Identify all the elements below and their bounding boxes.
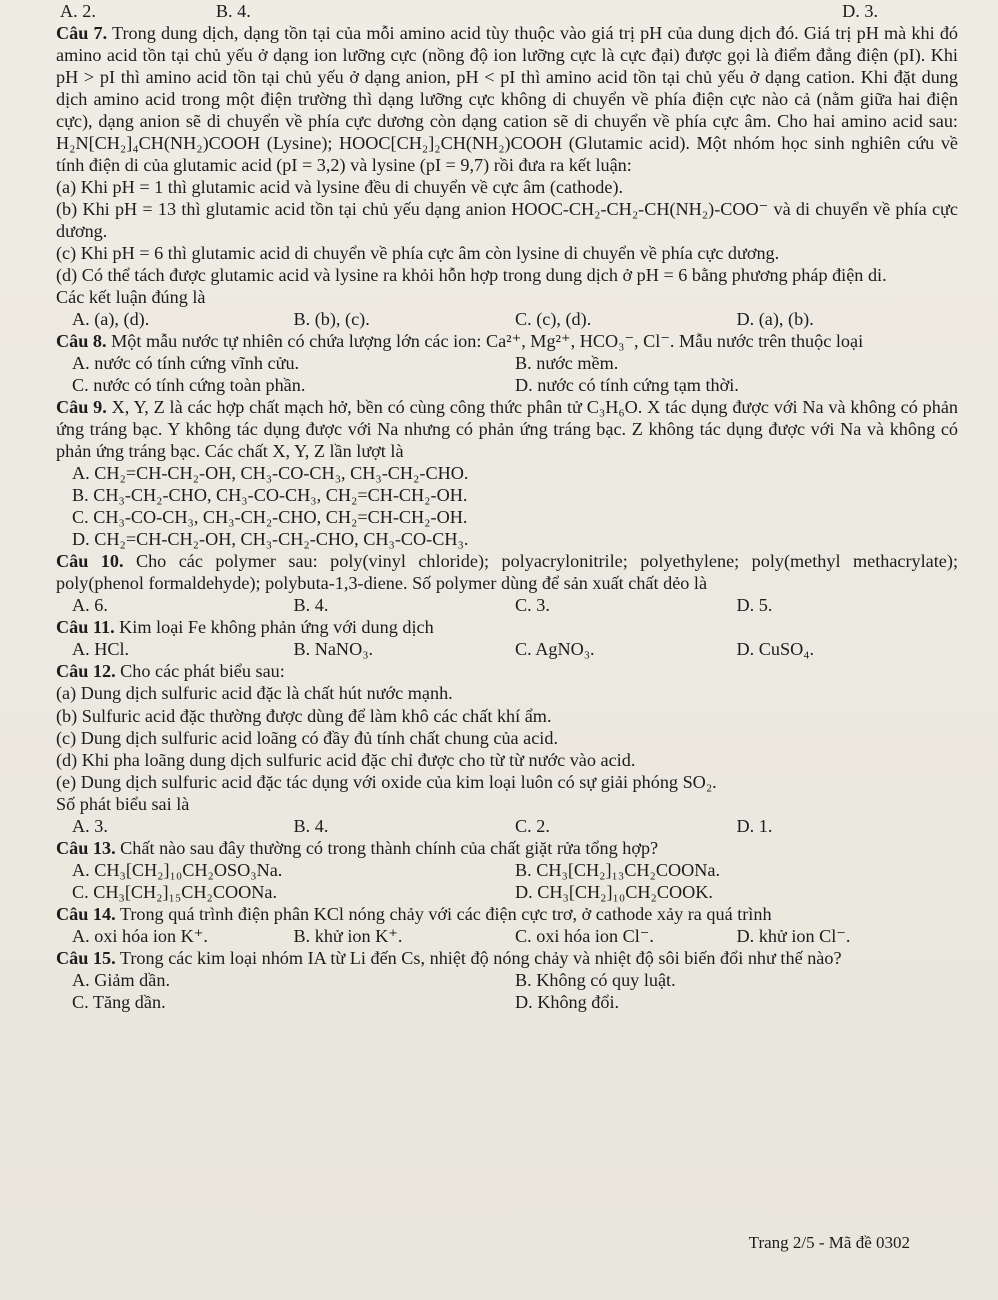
q11-option-b[interactable]: B. NaNO₃.: [293, 639, 374, 660]
q12-ask: Số phát biểu sai là: [56, 793, 190, 814]
q11-options: [56, 638, 958, 660]
q8-options: [56, 352, 958, 396]
q7-statement-c: (c) Khi pH = 6 thì glutamic acid di chuyển về phía cực âm còn lysine di chuyển về phía cực dương.: [56, 243, 780, 264]
question-8: [56, 330, 958, 352]
q10-option-d[interactable]: D. 5.: [736, 595, 773, 616]
question-9: [56, 396, 958, 462]
question-8-label: Câu 8.: [56, 331, 107, 352]
q7-option-b[interactable]: B. (b), (c).: [293, 309, 370, 330]
question-8-text: Một mẫu nước tự nhiên có chứa lượng lớn các ion: Ca²⁺, Mg²⁺, HCO₃⁻, Cl⁻. Mẫu nước trên thuộc loại: [111, 331, 864, 352]
question-7-text: Trong dung dịch, dạng tồn tại của mỗi amino acid tùy thuộc vào giá trị pH của dung dịch đó. Giá trị pH mà khi đó amino acid tồn tại chủ yếu ở dạng ion lưỡng cực (nồng độ ion lưỡng cực là cực đại) được gọi là điểm đẳng điện (pI). Khi pH > pI thì amino acid tồn tại chủ yếu ở dạng anion, pH < pI thì amino acid tồn tại chủ yếu ở dạng cation. Khi đặt dung dịch amino acid trong một điện trường thì dạng lưỡng cực không di chuyển về phía điện cực nào cả (nằm giữa hai điện cực), dạng anion sẽ di chuyển về phía cực dương còn dạng cation sẽ di chuyển về phía cực âm. Cho hai amino acid sau: H₂N[CH₂]₄CH(NH₂)COOH (Lysine); HOOC[CH₂]₂CH(NH₂)COOH (Glutamic acid). Một nhóm học sinh nghiên cứu về tính điện di của glutamic acid (pI = 3,2) và lysine (pI = 9,7) rồi đưa ra kết luận:: [56, 23, 959, 176]
q13-option-d[interactable]: D. CH₃[CH₂]₁₀CH₂COOK.: [515, 881, 713, 902]
question-12-text: Cho các phát biểu sau:: [120, 661, 285, 682]
q9-option-a[interactable]: A. CH₂=CH-CH₂-OH, CH₃-CO-CH₃, CH₃-CH₂-CHO.: [72, 463, 469, 484]
q7-option-d[interactable]: D. (a), (b).: [736, 309, 814, 330]
q11-option-c[interactable]: C. AgNO₃.: [515, 639, 595, 660]
q11-option-a[interactable]: A. HCl.: [72, 639, 130, 660]
q8-option-c[interactable]: C. nước có tính cứng toàn phần.: [72, 375, 306, 396]
question-13: [56, 837, 958, 859]
question-12: [56, 660, 958, 682]
q13-options: [56, 859, 958, 903]
q9-option-b[interactable]: B. CH₃-CH₂-CHO, CH₃-CO-CH₃, CH₂=CH-CH₂-OH.: [72, 485, 468, 506]
q8-option-b[interactable]: B. nước mềm.: [515, 353, 619, 374]
question-10-label: Câu 10.: [56, 551, 124, 572]
q12-option-b[interactable]: B. 4.: [293, 815, 329, 836]
q6-option-b: B. 4.: [215, 1, 251, 21]
q13-option-c[interactable]: C. CH₃[CH₂]₁₅CH₂COONa.: [72, 881, 277, 902]
question-9-text: X, Y, Z là các hợp chất mạch hở, bền có cùng công thức phân tử C₃H₆O. X tác dụng được với Na và không có phản ứng tráng bạc. Y không tác dụng được với Na nhưng có phản ứng tráng bạc. Z không tác dụng được với Na và không có phản ứng tráng bạc. Các chất X, Y, Z lần lượt là: [56, 397, 959, 462]
q13-option-a[interactable]: A. CH₃[CH₂]₁₀CH₂OSO₃Na.: [72, 859, 283, 880]
question-7-label: Câu 7.: [56, 23, 108, 44]
q7-option-a[interactable]: A. (a), (d).: [72, 309, 150, 330]
question-13-label: Câu 13.: [56, 837, 116, 858]
question-11-text: Kim loại Fe không phản ứng với dung dịch: [119, 617, 434, 638]
q12-option-d[interactable]: D. 1.: [736, 815, 773, 836]
q10-option-a[interactable]: A. 6.: [72, 595, 108, 616]
q14-options: [56, 925, 958, 947]
q15-option-a[interactable]: A. Giảm dần.: [72, 969, 170, 990]
q8-option-a[interactable]: A. nước có tính cứng vĩnh cửu.: [72, 353, 300, 374]
q9-option-d[interactable]: D. CH₂=CH-CH₂-OH, CH₃-CH₂-CHO, CH₃-CO-CH₃.: [72, 529, 469, 550]
q7-ask: Các kết luận đúng là: [56, 287, 206, 308]
question-10: [56, 550, 958, 594]
question-14-label: Câu 14.: [56, 903, 116, 924]
question-12-label: Câu 12.: [56, 661, 116, 682]
q7-statement-a: (a) Khi pH = 1 thì glutamic acid và lysine đều di chuyển về cực âm (cathode).: [56, 177, 624, 198]
q12-statement-c: (c) Dung dịch sulfuric acid loãng có đầy đủ tính chất chung của acid.: [56, 727, 559, 748]
question-13-text: Chất nào sau đây thường có trong thành chính của chất giặt rửa tổng hợp?: [120, 837, 659, 858]
question-14: [56, 903, 958, 925]
q12-statement-a: (a) Dung dịch sulfuric acid đặc là chất hút nước mạnh.: [56, 683, 453, 704]
q13-option-b[interactable]: B. CH₃[CH₂]₁₃CH₂COONa.: [515, 859, 720, 880]
q14-option-b[interactable]: B. khử ion K⁺.: [293, 925, 403, 946]
question-14-text: Trong quá trình điện phân KCl nóng chảy với các điện cực trơ, ở cathode xảy ra quá trình: [119, 903, 772, 924]
question-11: [56, 616, 958, 638]
q8-option-d[interactable]: D. nước có tính cứng tạm thời.: [515, 375, 739, 396]
question-15-label: Câu 15.: [56, 947, 116, 968]
question-10-text: Cho các polymer sau: poly(vinyl chloride); polyacrylonitrile; polyethylene; poly(methyl methacrylate); poly(phenol formaldehyde); polybuta-1,3-diene. Số polymer dùng để sản xuất chất dẻo là: [56, 551, 958, 594]
question-7: [56, 22, 958, 176]
q15-options: [56, 969, 958, 1013]
q11-option-d[interactable]: D. CuSO₄.: [736, 639, 815, 660]
q12-statement-e: (e) Dung dịch sulfuric acid đặc tác dụng với oxide của kim loại luôn có sự giải phóng SO₂.: [56, 771, 717, 792]
q7-statement-b: (b) Khi pH = 13 thì glutamic acid tồn tại chủ yếu dạng anion HOOC-CH₂-CH₂-CH(NH₂)-COO⁻ và di chuyển về phía cực dương.: [56, 199, 958, 242]
q14-option-d[interactable]: D. khử ion Cl⁻.: [736, 925, 851, 946]
q12-option-a[interactable]: A. 3.: [72, 815, 108, 836]
question-11-label: Câu 11.: [56, 617, 115, 638]
q6-option-d: D. 3.: [842, 1, 878, 21]
q12-statement-d: (d) Khi pha loãng dung dịch sulfuric acid đặc chỉ được cho từ từ nước vào acid.: [56, 749, 636, 770]
q15-option-c[interactable]: C. Tăng dần.: [72, 991, 166, 1012]
q10-options: [56, 594, 958, 616]
q6-options-partial: [56, 0, 958, 22]
q10-option-b[interactable]: B. 4.: [293, 595, 329, 616]
q14-option-a[interactable]: A. oxi hóa ion K⁺.: [72, 925, 208, 946]
q12-statement-b: (b) Sulfuric acid đặc thường được dùng để làm khô các chất khí ẩm.: [56, 705, 552, 726]
q12-options: [56, 815, 958, 837]
q14-option-c[interactable]: C. oxi hóa ion Cl⁻.: [515, 925, 654, 946]
q7-statement-d: (d) Có thể tách được glutamic acid và lysine ra khỏi hỗn hợp trong dung dịch ở pH = 6 bằng phương pháp điện di.: [56, 265, 887, 286]
q7-option-c[interactable]: C. (c), (d).: [515, 309, 592, 330]
q9-option-c[interactable]: C. CH₃-CO-CH₃, CH₃-CH₂-CHO, CH₂=CH-CH₂-OH.: [72, 507, 468, 528]
q10-option-c[interactable]: C. 3.: [515, 595, 550, 616]
question-15-text: Trong các kim loại nhóm IA từ Li đến Cs, nhiệt độ nóng chảy và nhiệt độ sôi biến đổi như thế nào?: [119, 947, 842, 968]
question-9-label: Câu 9.: [56, 397, 107, 418]
q6-option-a: A. 2.: [60, 1, 96, 21]
q15-option-d[interactable]: D. Không đổi.: [515, 991, 620, 1012]
page-footer: Trang 2/5 - Mã đề 0302: [748, 1233, 910, 1253]
q15-option-b[interactable]: B. Không có quy luật.: [515, 969, 676, 990]
q12-option-c[interactable]: C. 2.: [515, 815, 550, 836]
q7-options: [56, 308, 958, 330]
question-15: [56, 947, 958, 969]
